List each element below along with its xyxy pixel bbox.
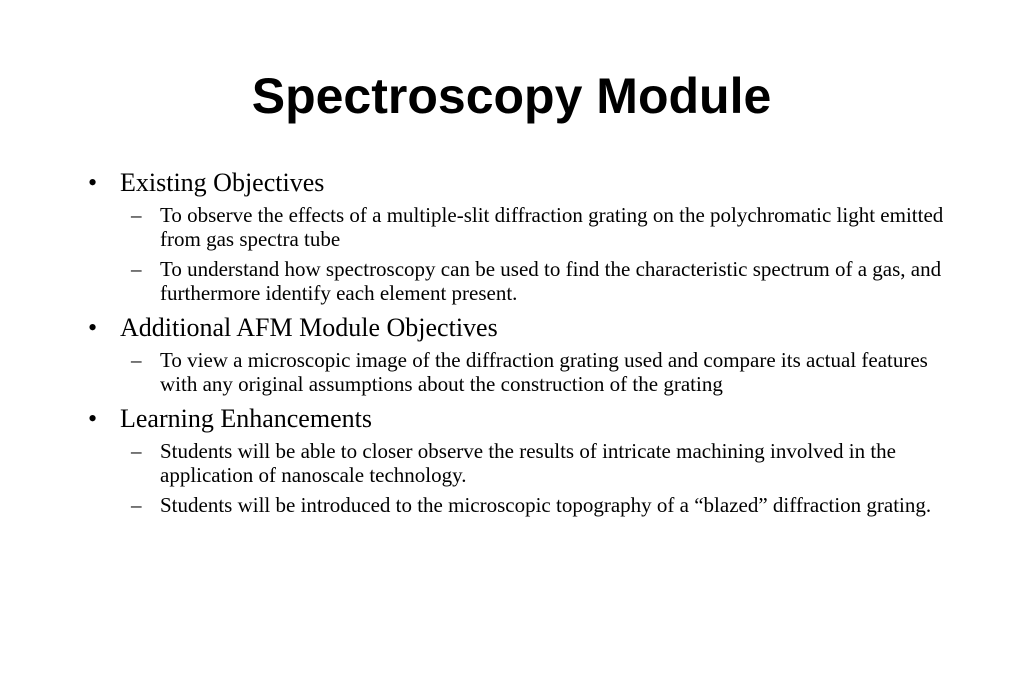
sub-bullet-item <box>88 203 946 251</box>
sub-bullet-text: To view a microscopic image of the diffraction grating used and compare its actual features with any original assumptions about the construction of the grating <box>160 348 928 396</box>
sub-bullet-text: Students will be introduced to the microscopic topography of a “blazed” diffraction grating. <box>160 493 932 517</box>
bullet-marker: • <box>88 313 98 342</box>
sub-bullet-list <box>88 203 948 305</box>
bullet-learning-enhancements <box>88 402 948 436</box>
slide-title: Spectroscopy Module <box>251 68 772 124</box>
bullet-heading: Learning Enhancements <box>120 404 372 433</box>
dash-marker: – <box>131 203 142 227</box>
bullet-heading: Existing Objectives <box>120 168 325 197</box>
bullet-marker: • <box>88 168 98 197</box>
sub-bullet-text: To understand how spectroscopy can be used to find the characteristic spectrum of a gas, and furthermore identify each element present. <box>160 257 942 305</box>
sub-bullet-item <box>88 257 946 305</box>
sub-bullet-list <box>88 439 948 517</box>
dash-marker: – <box>131 493 142 517</box>
dash-marker: – <box>131 257 142 281</box>
sub-bullet-list <box>88 348 948 396</box>
bullet-additional-afm-objectives <box>88 311 948 345</box>
sub-bullet-item <box>88 348 946 396</box>
bullet-existing-objectives <box>88 166 948 200</box>
dash-marker: – <box>131 439 142 463</box>
sub-bullet-text: To observe the effects of a multiple-slit diffraction grating on the polychromatic light emitted from gas spectra tube <box>160 203 944 251</box>
bullet-heading: Additional AFM Module Objectives <box>120 313 498 342</box>
sub-bullet-text: Students will be able to closer observe the results of intricate machining involved in the application of nanoscale technology. <box>160 439 896 487</box>
sub-bullet-item <box>88 493 946 517</box>
dash-marker: – <box>131 348 142 372</box>
sub-bullet-item <box>88 439 946 487</box>
bullet-marker: • <box>88 404 98 433</box>
slide-body <box>88 166 948 523</box>
